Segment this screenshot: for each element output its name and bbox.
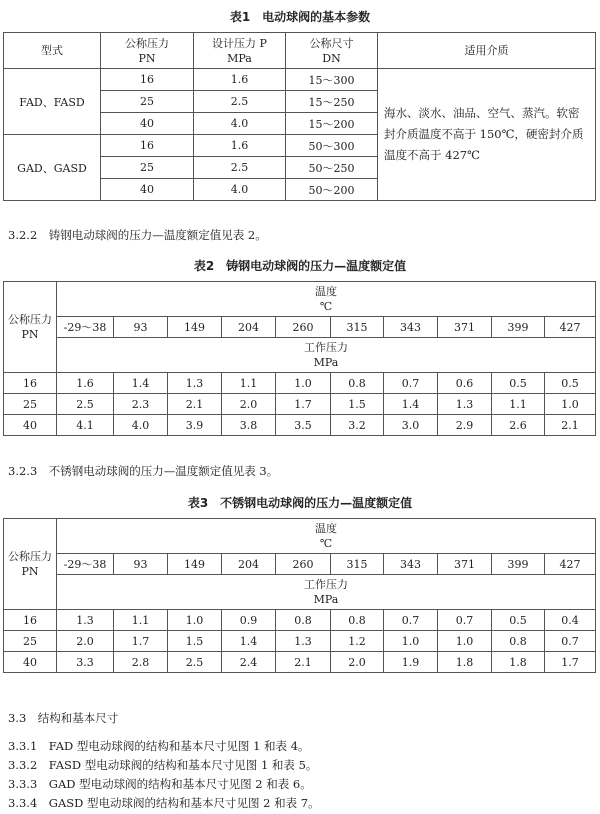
- paragraph-3-3-3: 3.3.3 GAD 型电动球阀的结构和基本尺寸见图 2 和表 6。: [8, 777, 312, 791]
- temperature-cell: 149: [168, 554, 222, 575]
- temperature-cell: 427: [545, 554, 596, 575]
- dn-cell: 15～300: [286, 69, 378, 91]
- pressure-value-cell: 1.7: [276, 394, 331, 415]
- pressure-value-cell: 1.5: [331, 394, 384, 415]
- temperature-row: [4, 554, 596, 575]
- pn-cell: 25: [101, 91, 194, 113]
- pressure-value-cell: 0.6: [438, 373, 492, 394]
- temperature-cell: 260: [276, 317, 331, 338]
- type-cell: FAD、FASD: [4, 69, 101, 135]
- dn-cell: 15～200: [286, 113, 378, 135]
- pressure-value-cell: 1.9: [384, 652, 438, 673]
- pressure-value-cell: 4.1: [57, 415, 114, 436]
- table-row: [4, 373, 596, 394]
- design-pressure-cell: 2.5: [194, 157, 286, 179]
- pn-cell: 40: [101, 113, 194, 135]
- pressure-value-cell: 2.4: [222, 652, 276, 673]
- pressure-value-cell: 2.0: [331, 652, 384, 673]
- pressure-value-cell: 2.1: [545, 415, 596, 436]
- temperature-row: [4, 317, 596, 338]
- pressure-value-cell: 4.0: [114, 415, 168, 436]
- pressure-value-cell: 0.8: [331, 373, 384, 394]
- temperature-cell: 399: [492, 554, 545, 575]
- dn-cell: 15～250: [286, 91, 378, 113]
- temperature-cell: 343: [384, 554, 438, 575]
- pn-cell: 40: [4, 652, 57, 673]
- pressure-value-cell: 1.3: [438, 394, 492, 415]
- table1-basic-parameters: [3, 32, 596, 201]
- paragraph-3-3-1: 3.3.1 FAD 型电动球阀的结构和基本尺寸见图 1 和表 4。: [8, 739, 310, 753]
- header-medium: 适用介质: [378, 33, 596, 69]
- temperature-cell: 204: [222, 317, 276, 338]
- pressure-value-cell: 2.0: [57, 631, 114, 652]
- pressure-value-cell: 1.7: [545, 652, 596, 673]
- type-cell: GAD、GASD: [4, 135, 101, 201]
- pressure-value-cell: 2.8: [114, 652, 168, 673]
- temperature-cell: 371: [438, 554, 492, 575]
- design-pressure-cell: 1.6: [194, 135, 286, 157]
- temperature-cell: -29～38: [57, 317, 114, 338]
- pressure-value-cell: 2.6: [492, 415, 545, 436]
- pressure-value-cell: 0.7: [438, 610, 492, 631]
- table3-caption: 表3 不锈钢电动球阀的压力—温度额定值: [187, 496, 413, 510]
- pressure-value-cell: 1.0: [384, 631, 438, 652]
- pressure-value-cell: 0.5: [492, 610, 545, 631]
- pressure-value-cell: 3.0: [384, 415, 438, 436]
- header-temperature: 温度 ℃: [57, 282, 596, 317]
- pressure-value-cell: 2.5: [57, 394, 114, 415]
- pressure-value-cell: 1.4: [222, 631, 276, 652]
- paragraph-3-3-2: 3.3.2 FASD 型电动球阀的结构和基本尺寸见图 1 和表 5。: [8, 758, 318, 772]
- table-row: [4, 610, 596, 631]
- pressure-value-cell: 3.3: [57, 652, 114, 673]
- pressure-value-cell: 1.3: [276, 631, 331, 652]
- temperature-cell: 149: [168, 317, 222, 338]
- header-design-pressure: 设计压力 P MPa: [194, 33, 286, 69]
- pressure-value-cell: 3.9: [168, 415, 222, 436]
- pressure-value-cell: 2.1: [276, 652, 331, 673]
- pressure-value-cell: 1.7: [114, 631, 168, 652]
- temperature-cell: 204: [222, 554, 276, 575]
- pressure-value-cell: 1.1: [492, 394, 545, 415]
- pn-cell: 25: [101, 157, 194, 179]
- pressure-value-cell: 1.1: [114, 610, 168, 631]
- dn-cell: 50～200: [286, 179, 378, 201]
- dn-cell: 50～300: [286, 135, 378, 157]
- pressure-value-cell: 0.8: [276, 610, 331, 631]
- pressure-value-cell: 0.7: [384, 373, 438, 394]
- pressure-value-cell: 1.0: [276, 373, 331, 394]
- header-nominal-pressure: 公称压力 PN: [4, 519, 57, 610]
- pn-cell: 25: [4, 394, 57, 415]
- header-nominal-pressure: 公称压力 PN: [4, 282, 57, 373]
- header-nominal-size: 公称尺寸 DN: [286, 33, 378, 69]
- pressure-value-cell: 0.5: [492, 373, 545, 394]
- pressure-value-cell: 3.8: [222, 415, 276, 436]
- table2-cast-steel-ratings: [3, 281, 596, 436]
- pressure-value-cell: 0.7: [384, 610, 438, 631]
- pn-cell: 16: [101, 135, 194, 157]
- header-nominal-pressure: 公称压力 PN: [101, 33, 194, 69]
- pn-cell: 16: [4, 610, 57, 631]
- pressure-value-cell: 3.5: [276, 415, 331, 436]
- temperature-cell: 260: [276, 554, 331, 575]
- pressure-value-cell: 0.9: [222, 610, 276, 631]
- paragraph-3-2-2: 3.2.2 铸钢电动球阀的压力—温度额定值见表 2。: [8, 228, 267, 242]
- pressure-value-cell: 0.7: [545, 631, 596, 652]
- pressure-value-cell: 1.5: [168, 631, 222, 652]
- pressure-value-cell: 2.0: [222, 394, 276, 415]
- table3-stainless-steel-ratings: [3, 518, 596, 673]
- temperature-cell: 371: [438, 317, 492, 338]
- table-row: [4, 652, 596, 673]
- pressure-value-cell: 1.2: [331, 631, 384, 652]
- table2-caption: 表2 铸钢电动球阀的压力—温度额定值: [193, 259, 407, 273]
- table-row: [4, 394, 596, 415]
- pn-cell: 25: [4, 631, 57, 652]
- temperature-cell: 315: [331, 554, 384, 575]
- paragraph-3-3-4: 3.3.4 GASD 型电动球阀的结构和基本尺寸见图 2 和表 7。: [8, 796, 320, 810]
- design-pressure-cell: 4.0: [194, 179, 286, 201]
- pressure-value-cell: 2.9: [438, 415, 492, 436]
- header-working-pressure: 工作压力 MPa: [57, 338, 596, 373]
- pressure-value-cell: 1.3: [57, 610, 114, 631]
- pn-cell: 40: [4, 415, 57, 436]
- pressure-value-cell: 2.3: [114, 394, 168, 415]
- paragraph-3-2-3: 3.2.3 不锈钢电动球阀的压力—温度额定值见表 3。: [8, 464, 279, 478]
- pressure-value-cell: 1.4: [384, 394, 438, 415]
- pn-cell: 16: [101, 69, 194, 91]
- pressure-value-cell: 2.5: [168, 652, 222, 673]
- design-pressure-cell: 2.5: [194, 91, 286, 113]
- pressure-value-cell: 1.8: [438, 652, 492, 673]
- pressure-value-cell: 1.0: [168, 610, 222, 631]
- temperature-cell: -29～38: [57, 554, 114, 575]
- pressure-value-cell: 0.8: [331, 610, 384, 631]
- temperature-cell: 93: [114, 317, 168, 338]
- pressure-value-cell: 1.6: [57, 373, 114, 394]
- pn-cell: 16: [4, 373, 57, 394]
- header-temperature: 温度 ℃: [57, 519, 596, 554]
- design-pressure-cell: 1.6: [194, 69, 286, 91]
- pressure-value-cell: 1.4: [114, 373, 168, 394]
- pressure-value-cell: 1.3: [168, 373, 222, 394]
- header-type: 型式: [4, 33, 101, 69]
- temperature-cell: 343: [384, 317, 438, 338]
- pressure-value-cell: 1.0: [438, 631, 492, 652]
- section-3-3-heading: 3.3 结构和基本尺寸: [8, 711, 119, 725]
- pn-cell: 40: [101, 179, 194, 201]
- dn-cell: 50～250: [286, 157, 378, 179]
- pressure-value-cell: 1.8: [492, 652, 545, 673]
- table1-caption: 表1 电动球阀的基本参数: [229, 10, 371, 24]
- pressure-value-cell: 1.1: [222, 373, 276, 394]
- pressure-value-cell: 0.5: [545, 373, 596, 394]
- design-pressure-cell: 4.0: [194, 113, 286, 135]
- pressure-value-cell: 2.1: [168, 394, 222, 415]
- table-row: [4, 415, 596, 436]
- pressure-value-cell: 1.0: [545, 394, 596, 415]
- temperature-cell: 399: [492, 317, 545, 338]
- temperature-cell: 427: [545, 317, 596, 338]
- temperature-cell: 315: [331, 317, 384, 338]
- pressure-value-cell: 0.4: [545, 610, 596, 631]
- medium-cell: 海水、淡水、油品、空气、蒸汽。软密封介质温度不高于 150℃，硬密封介质温度不高于 427℃: [378, 69, 596, 201]
- table-row: [4, 631, 596, 652]
- pressure-value-cell: 0.8: [492, 631, 545, 652]
- temperature-cell: 93: [114, 554, 168, 575]
- header-working-pressure: 工作压力 MPa: [57, 575, 596, 610]
- pressure-value-cell: 3.2: [331, 415, 384, 436]
